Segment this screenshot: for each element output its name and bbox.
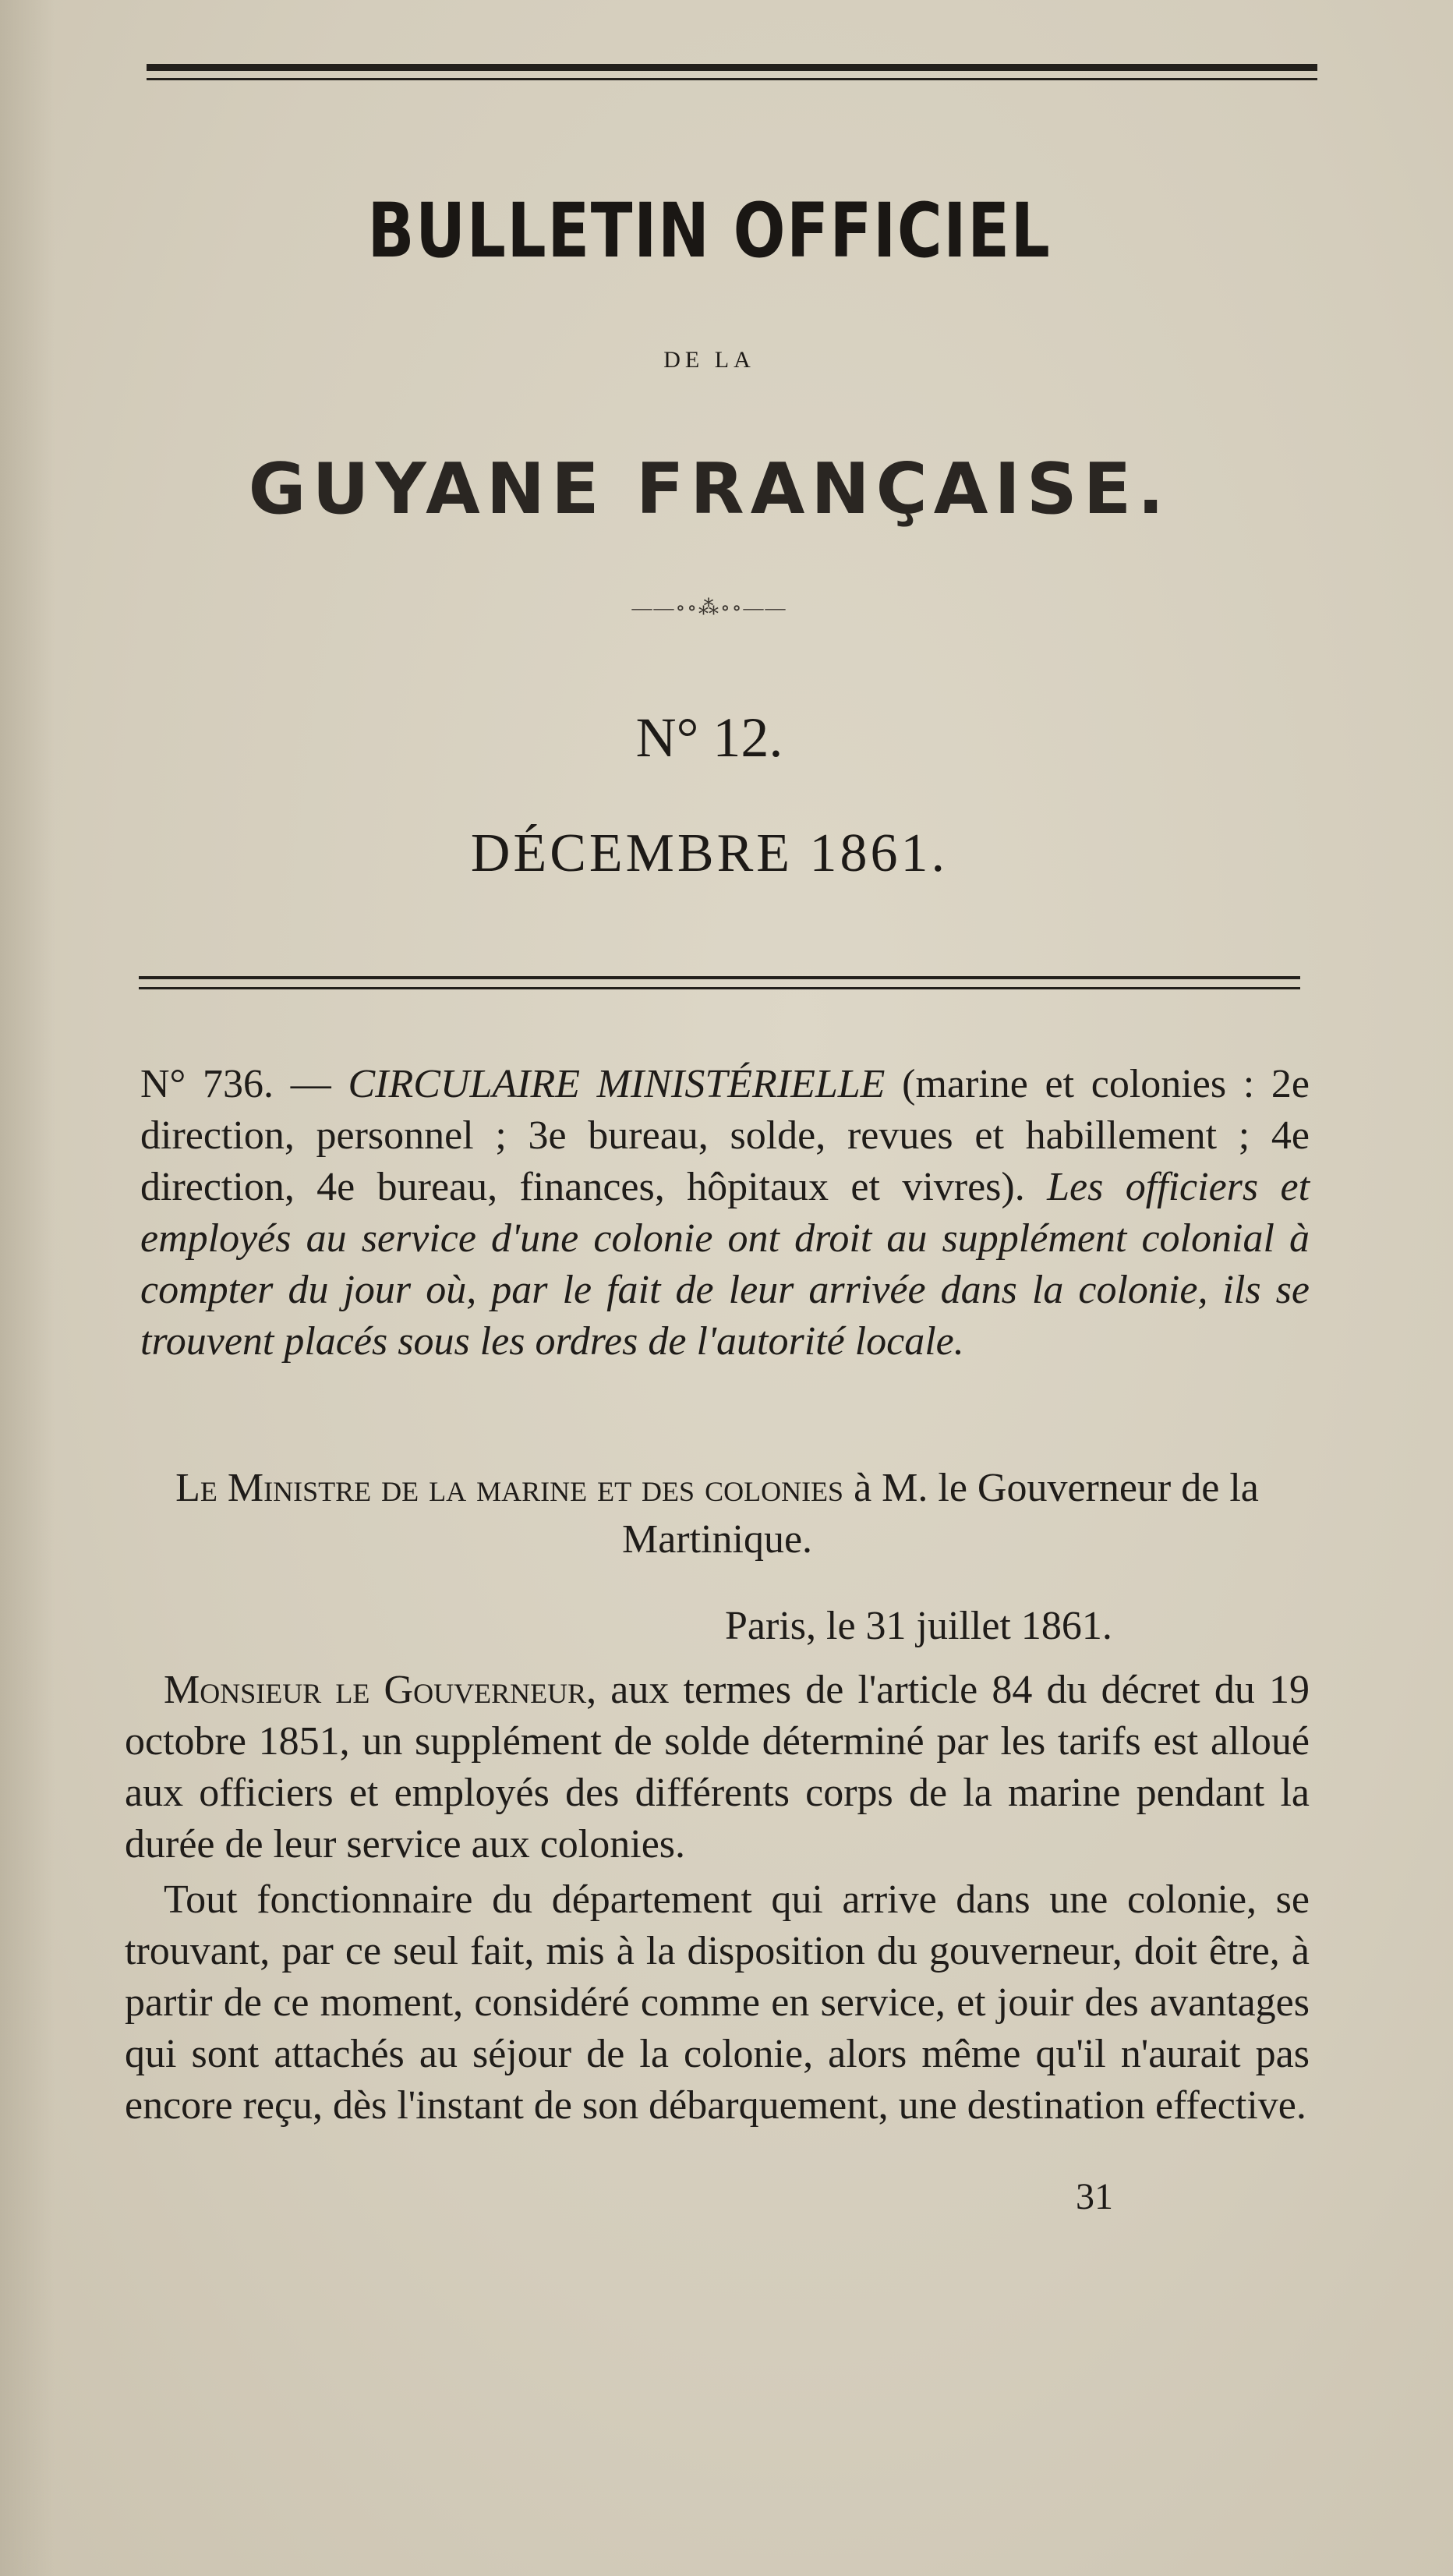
masthead-rule-upper	[139, 976, 1300, 979]
top-rule-thick	[147, 64, 1317, 71]
salutation-sender: Le Ministre de la marine et des colonies	[175, 1466, 844, 1510]
ornament-divider: ——∘∘⁂∘∘——	[631, 596, 787, 619]
salutation-recipient: à M. le Gouverneur de la Martinique.	[621, 1466, 1259, 1562]
body-1-text: aux termes de l'article 84 du décret du 19 octobre 1851, un supplément de solde déterminé par les tarifs est alloué aux officiers et employés des différents corps de la marine pendant la durée de leur service aux colonies.	[125, 1668, 1310, 1867]
body-paragraph-1	[125, 1665, 1310, 1870]
masthead-rule-lower	[139, 987, 1300, 989]
bulletin-de-la: DE LA	[663, 347, 755, 373]
circular-departments: (marine et colonies : 2e direction, personnel ; 3e bureau, solde, revues et habillement ; 4e direction, 4e bureau, finances, hôpitaux et vivres).	[140, 1062, 1310, 1209]
dateline: Paris, le 31 juillet 1861.	[725, 1604, 1112, 1648]
bulletin-subtitle: GUYANE FRANÇAISE.	[248, 448, 1171, 530]
issue-date: DÉCEMBRE 1861.	[470, 823, 949, 883]
page-number: 31	[1076, 2176, 1113, 2217]
bulletin-title: BULLETIN OFFICIEL	[367, 187, 1052, 274]
top-rule-thin	[147, 78, 1317, 80]
page-gutter-shadow	[0, 0, 55, 2576]
circular-number: N° 736. —	[140, 1062, 331, 1106]
body-paragraph-2: Tout fonctionnaire du département qui arrive dans une colonie, se trouvant, par ce seul fait, mis à la disposition du gouverneur, doit être, à partir de ce moment, considéré comme en service, et jouir des avantages qui sont attachés au séjour de la colonie, alors même qu'il n'aurait pas encore reçu, dès l'instant de son débarquement, une destination effective.	[125, 1877, 1310, 2128]
circular-header	[140, 1059, 1310, 1368]
body-1-lead: Monsieur le Gouverneur,	[164, 1668, 597, 1712]
issue-number: N° 12.	[635, 706, 783, 769]
circular-title: CIRCULAIRE MINISTÉRIELLE	[348, 1062, 886, 1106]
circular-summary: Les officiers et employés au service d'une colonie ont droit au supplément colonial à compter du jour où, par le fait de leur arrivée dans la colonie, ils se trouvent placés sous les ordres de l'autorité locale.	[140, 1165, 1310, 1364]
salutation	[125, 1463, 1310, 1566]
